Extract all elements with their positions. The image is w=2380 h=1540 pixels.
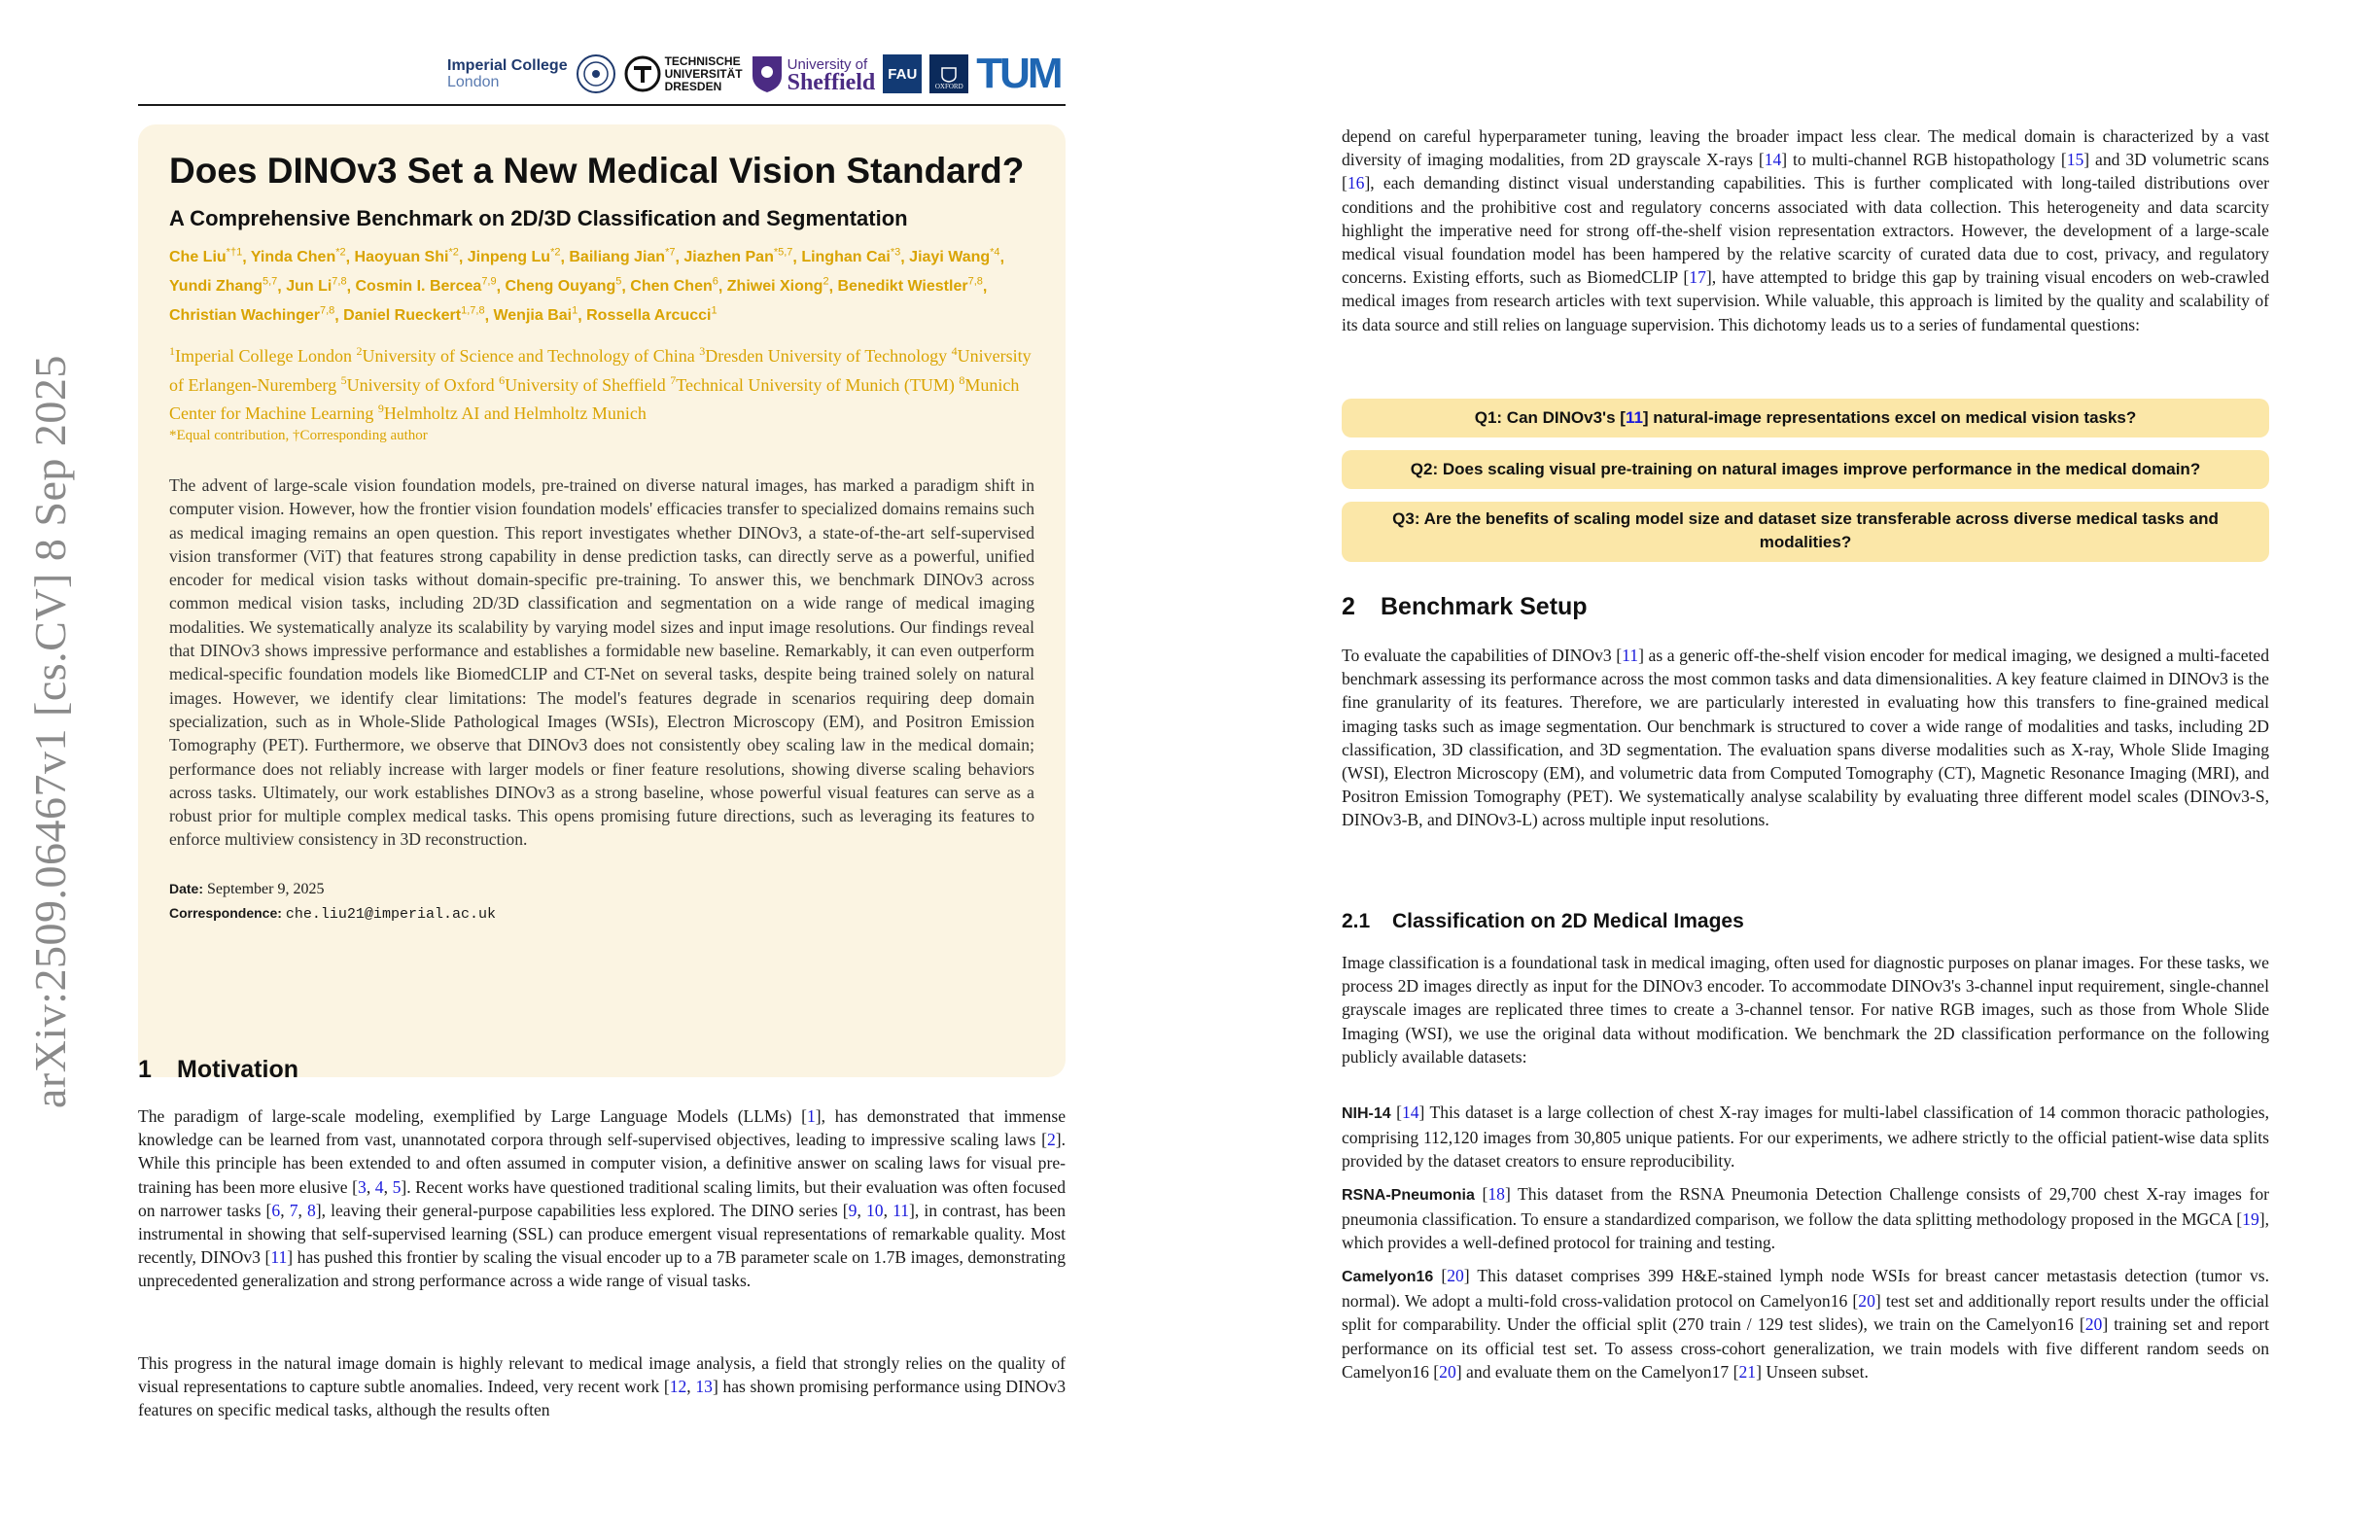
equal-contribution-note: *Equal contribution, †Corresponding author (169, 427, 428, 443)
citation-link[interactable]: 8 (307, 1200, 316, 1220)
question-3-box (1342, 502, 2269, 562)
section-1-title: Motivation (177, 1056, 298, 1083)
question-3-text: Q3: Are the benefits of scaling model size and dataset size transferable across diverse medical tasks and modalities? (1392, 509, 2219, 551)
citation-link[interactable]: 20 (1447, 1266, 1464, 1285)
question-1-box (1342, 399, 2269, 438)
author-affiliation-marks: 7,8 (967, 275, 983, 288)
affiliation-name: Helmholtz AI and Helmholtz Munich (383, 403, 647, 424)
author-affiliation-marks: *3 (890, 247, 901, 259)
question-2-text: Q2: Does scaling visual pre-training on natural images improve performance in the medical domain? (1410, 460, 2201, 478)
text-run: , (686, 1377, 696, 1397)
author-affiliation-marks: 6 (712, 275, 718, 288)
author-affiliation-marks: 1 (711, 304, 718, 317)
author-name: Bailiang Jian (569, 249, 666, 266)
text-run: ] to multi-channel RGB histopathology [ (1781, 150, 2067, 170)
author-affiliation-marks: 1 (572, 304, 578, 317)
citation-link[interactable]: 17 (1689, 267, 1706, 288)
text-run: , (883, 1200, 893, 1220)
citation-link[interactable]: 15 (2066, 150, 2084, 170)
sheffield-line2: Sheffield (787, 70, 876, 95)
citation-link[interactable]: 16 (1347, 173, 1365, 193)
subsection-2-1-heading (1342, 910, 1744, 933)
affiliation-name: University of Erlangen-Nuremberg (169, 346, 1032, 395)
text-run: ]. Recent works have questioned traditional scaling limits, but their evaluation was often focused on narrower tasks [ (138, 1176, 1067, 1220)
citation-link[interactable]: 20 (1858, 1291, 1875, 1312)
author-name: Zhiwei Xiong (726, 278, 823, 296)
affiliation-number: 1 (169, 344, 175, 359)
author-name: Haoyuan Shi (354, 249, 449, 266)
affiliation (340, 372, 495, 395)
dataset-nih14-paragraph (1342, 1101, 2269, 1173)
author (726, 275, 829, 296)
imperial-logo (447, 57, 568, 90)
author-affiliation-marks: 7,8 (332, 275, 347, 288)
author (251, 249, 346, 265)
affiliation-name: University of Science and Technology of China (362, 346, 695, 367)
arxiv-side-stamp: arXiv:2509.06467v1 [cs.CV] 8 Sep 2025 (25, 355, 75, 1108)
text-run: ] Unseen subset. (1756, 1361, 1869, 1382)
author (586, 304, 718, 324)
oxford-crest-icon (941, 67, 957, 83)
subsection-2-1-title: Classification on 2D Medical Images (1392, 910, 1744, 932)
section-1-heading (138, 1056, 298, 1084)
fau-logo-text: FAU (888, 65, 918, 83)
citation-link[interactable]: 11 (1625, 408, 1643, 427)
sheffield-logo (751, 54, 876, 93)
author-affiliation-marks: *†1 (226, 247, 243, 259)
affiliation-name: Munich Center for Machine Learning (169, 374, 1020, 424)
text-run: ] training set and report performance on its official test set. To assess cross-cohort generalization, we train models with five different random seeds on Camelyon16 [ (1342, 1314, 2269, 1382)
citation-link[interactable]: 9 (848, 1200, 858, 1220)
author (169, 249, 242, 265)
affiliation-number: 7 (670, 372, 677, 387)
tud-line1: TECHNISCHE (664, 53, 741, 68)
affiliation-name: University of Oxford (346, 374, 495, 395)
left-column (138, 124, 1067, 1420)
correspondence-label: Correspondence: (169, 904, 282, 921)
text-run: ] test set and additionally report results under the official split for comparability. Under the official split (270 train / 129 test slides), we train on the Camelyon16 [ (1342, 1291, 2270, 1335)
affiliation-number: 9 (377, 402, 384, 416)
author-affiliation-marks: *2 (448, 247, 459, 259)
text-run: ], have attempted to bridge this gap by training visual encoders on web-crawled medical images from research articles with text supervision. While valuable, this approach is limited by the quality and scalability of its data source and still relies on language supervision. This dichotomy leads us to a series of fundamental questions: (1342, 267, 2269, 334)
tud-line3: DRESDEN (664, 79, 722, 93)
citation-link[interactable]: 21 (1738, 1361, 1757, 1382)
author-affiliation-marks: *5,7 (773, 247, 793, 259)
citation-link[interactable]: 2 (1046, 1130, 1056, 1150)
dataset-camelyon16-text (1342, 1266, 2269, 1382)
author (468, 249, 561, 265)
author-name: Jiayi Wang (909, 249, 991, 266)
text-run: [ (1474, 1184, 1488, 1204)
date-label: Date: (169, 880, 204, 896)
author-name: Chen Chen (630, 278, 713, 296)
citation-link[interactable]: 11 (1622, 646, 1639, 665)
question-2-box (1342, 450, 2269, 489)
citation-link[interactable]: 5 (392, 1176, 402, 1197)
text-run: ] This dataset comprises 399 H&E-stained lymph node WSIs for breast cancer metastasis detection (tumor vs. normal). We adopt a multi-fold cross-validation protocol on Camelyon16 [ (1342, 1266, 2269, 1312)
author-name: Jiazhen Pan (683, 249, 774, 266)
author (683, 249, 792, 265)
dataset-rsna-name: RSNA-Pneumonia (1342, 1187, 1475, 1204)
citation-link[interactable]: 18 (1488, 1184, 1505, 1204)
author-affiliation-marks: 5 (615, 275, 622, 288)
author (837, 275, 983, 296)
motivation-paragraph-1 (138, 1104, 1066, 1293)
subsection-2-1-number: 2.1 (1342, 910, 1371, 932)
author (355, 249, 459, 265)
affiliation (378, 403, 647, 423)
author-affiliation-marks: 1,7,8 (461, 304, 485, 317)
author (801, 249, 900, 265)
tud-line2: UNIVERSITÄT (664, 66, 743, 81)
author-name: Linghan Cai (801, 249, 891, 266)
citation-link[interactable]: 20 (1439, 1361, 1456, 1382)
text-run: ] This dataset is a large collection of chest X-ray images for multi-label classification of 14 common thoracic pathologies, comprising 112,120 images from 30,805 unique patients. For our experiments, we adhere strictly to the official patient-wise data splits provided by the dataset creators to ensure reproducibility. (1342, 1102, 2269, 1172)
author-name: Jinpeng Lu (467, 249, 551, 266)
author-name: Cheng Ouyang (505, 278, 616, 296)
author (343, 304, 485, 324)
affiliation-name: Dresden University of Technology (705, 346, 948, 367)
date-line (169, 877, 1034, 901)
author (169, 275, 278, 296)
section-1-number: 1 (138, 1056, 152, 1083)
affiliation-name: Technical University of Munich (TUM) (676, 374, 955, 395)
section-2-number: 2 (1342, 593, 1355, 620)
author (505, 275, 622, 296)
text-run: ] and 3D volumetric scans [ (1342, 150, 2269, 193)
text-run: , (383, 1176, 393, 1197)
affiliation (169, 346, 352, 366)
question-1-text-pre: Q1: Can DINOv3's [ (1474, 408, 1626, 427)
citation-link[interactable]: 4 (374, 1176, 384, 1197)
citation-link[interactable]: 13 (695, 1377, 713, 1397)
author (630, 275, 718, 296)
author (909, 249, 999, 265)
author (355, 275, 497, 296)
author (169, 304, 335, 324)
author-name: Yundi Zhang (169, 278, 262, 296)
ustc-seal-icon (576, 53, 616, 94)
text-run: ] has pushed this frontier by scaling the visual encoder up to a 7B parameter scale on 1.7B images, demonstrating unprecedented generalization and strong performance across a wide range of visual tasks. (138, 1247, 1067, 1291)
affiliation-number: 4 (951, 344, 958, 359)
text-run: ], leaving their general-purpose capabilities less explored. The DINO series [ (315, 1200, 849, 1220)
text-run: , (366, 1176, 375, 1197)
citation-link[interactable]: 14 (1764, 150, 1782, 170)
tu-dresden-emblem-icon (624, 55, 661, 92)
author-name: Wenjia Bai (493, 306, 573, 324)
imperial-logo-line2: London (447, 74, 500, 90)
benchmark-paragraph (1342, 644, 2269, 832)
motivation-paragraph-3 (1342, 124, 2269, 336)
affiliation-name: Imperial College London (175, 346, 352, 367)
affiliation-list (169, 339, 1034, 426)
citation-link[interactable]: 10 (865, 1200, 884, 1220)
text-run: This progress in the natural image domain is highly relevant to medical image analysis, a field that strongly relies on the quality of visual representations to capture subtle anomalies. Indeed, very recent work [ (138, 1353, 1066, 1397)
text-run: ], in contrast, has been instrumental in showing that self-supervised learning (SSL) can produce emergent visual representations of remarkable quality. Most recently, DINOv3 [ (138, 1200, 1067, 1268)
text-run: To evaluate the capabilities of DINOv3 [ (1342, 646, 1623, 665)
author-name: Cosmin I. Bercea (355, 278, 482, 296)
text-run: ], which provides a well-defined protocol for training and testing. (1342, 1209, 2269, 1253)
author-name: Jun Li (286, 278, 332, 296)
author-name: Benedikt Wiestler (837, 278, 968, 296)
author (286, 275, 347, 296)
author-affiliation-marks: *7 (665, 247, 676, 259)
text-run: [ (1433, 1266, 1448, 1285)
affiliation-number: 8 (959, 372, 965, 387)
author (493, 304, 578, 324)
fau-logo (883, 54, 922, 93)
author-name: Christian Wachinger (169, 306, 320, 324)
text-run: ] This dataset from the RSNA Pneumonia Detection Challenge consists of 29,700 chest X-ray images for pneumonia classification. To ensure a standardized comparison, we follow the data splitting methodology proposed in the MGCA [ (1342, 1184, 2269, 1230)
dataset-nih14-name: NIH-14 (1342, 1105, 1391, 1122)
dataset-rsna-text (1342, 1184, 2269, 1252)
imperial-logo-line1: Imperial College (447, 57, 568, 74)
sheffield-crest-icon (751, 54, 784, 93)
text-run: depend on careful hyperparameter tuning, leaving the broader impact less clear. The medical domain is characterized by a vast diversity of imaging modalities, from 2D grayscale X-rays [ (1342, 126, 2269, 170)
abstract-text: The advent of large-scale vision foundation models, pre-trained on diverse natural images, has marked a paradigm shift in computer vision. However, how the frontier vision foundation models' efficacies transfer to specialized domains remains such as medical imaging remains an open question. This report investigates whether DINOv3, a state-of-the-art self-supervised vision transformer (ViT) that features strong capability in dense prediction tasks, can directly serve as a powerful, unified encoder for medical vision tasks without domain-specific pre-training. To answer this, we benchmark DINOv3 across common medical vision tasks, including 2D/3D classification and segmentation on a wide range of medical imaging modalities. We systematically analyze its scalability by varying model sizes and input image resolutions. Our findings reveal that DINOv3 shows impressive performance and establishes a formidable new baseline. Remarkably, it can even outperform medical-specific foundation models like BiomedCLIP and CT-Net on several tasks, despite being trained solely on natural images. However, we identify clear limitations: The model's features degrade in scenarios requiring deep domain specialization, such as in Whole-Slide Pathological Images (WSIs), Electron Microscopy (EM), and Positron Emission Tomography (PET). Furthermore, we observe that DINOv3 does not consistently obey scaling law in the medical domain; performance does not reliably increase with larger models or finer feature resolutions, showing diverse scaling behaviors across tasks. Ultimately, our work establishes DINOv3 as a strong baseline, whose powerful visual features can serve as a robust prior for multiple complex medical tasks. This opens promising future directions, such as leveraging its features to enforce multiview consistency in 3D reconstruction. (169, 474, 1034, 850)
oxford-logo-text: OXFORD (934, 83, 963, 90)
text-run: ]. While this principle has been extended to and often assumed in computer vision, a definitive answer on scaling laws for visual pre-training has been more elusive [ (138, 1130, 1066, 1197)
author-name: Daniel Rueckert (343, 306, 462, 324)
institution-logos (447, 51, 1062, 97)
classification-paragraph: Image classification is a foundational task in medical imaging, often used for diagnostic purposes on planar images. For these tasks, we process 2D images directly as input for the DINOv3 encoder. To accommodate DINOv3's 3-channel input requirement, single-channel grayscale images are replicated three times to create a 3-channel tensor. For native RGB images, such as those from Whole Slide Imaging (WSI), we use the original data without modification. We benchmark the 2D classification performance on the following publicly available datasets: (1342, 953, 2269, 1067)
author-name: Yinda Chen (250, 249, 336, 266)
text-run: ], has demonstrated that immense knowledge can be learned from vast, unannotated corpora through self-supervised objectives, leading to impressive scaling laws [ (138, 1106, 1067, 1150)
text-run: ] as a generic off-the-shelf vision encoder for medical imaging, we designed a multi-faceted benchmark assessing its performance across the most common tasks and data dimensionalities. A key feature claimed in DINOv3 is the fine granularity of its features. Therefore, we are particularly interested in evaluating how this transfers to fine-grained medical imaging tasks such as image segmentation. Our benchmark is structured to cover a wide range of modalities and tasks, including 2D classification, 3D classification, and 3D segmentation. The evaluation spans diverse modalities such as X-ray, Whole Slide Imaging (WSI), Electron Microscopy (EM), and volumetric data from Computed Tomography (CT), Magnetic Resonance Imaging (MRI), and Positron Emission Tomography (PET). We systematically analyse scalability by evaluating three different model scales (DINOv3-S, DINOv3-B, and DINOv3-L) across multiple input resolutions. (1342, 646, 2269, 830)
citation-link[interactable]: 12 (669, 1377, 687, 1397)
affiliation (699, 346, 947, 366)
citation-link[interactable]: 1 (806, 1106, 816, 1126)
citation-link[interactable]: 11 (270, 1247, 288, 1268)
correspondence-email[interactable]: che.liu21@imperial.ac.uk (285, 905, 496, 923)
text-run: The paradigm of large-scale modeling, exemplified by Large Language Models (LLMs) [ (138, 1106, 807, 1126)
citation-link[interactable]: 3 (358, 1176, 367, 1197)
author (569, 249, 675, 265)
tu-dresden-logo (624, 55, 743, 93)
author-affiliation-marks: *2 (550, 247, 561, 259)
section-2-heading (1342, 593, 1588, 621)
paper-title: Does DINOv3 Set a New Medical Vision Standard? (169, 151, 1025, 191)
affiliation (356, 346, 694, 366)
author-affiliation-marks: 7,9 (481, 275, 497, 288)
author-affiliation-marks: *2 (335, 247, 346, 259)
citation-link[interactable]: 14 (1401, 1102, 1419, 1122)
dataset-camelyon16-name: Camelyon16 (1342, 1269, 1434, 1285)
correspondence-line (169, 901, 1034, 927)
author-name: Rossella Arcucci (586, 306, 712, 324)
dataset-rsna-paragraph (1342, 1182, 2269, 1255)
sheffield-line1: University of (787, 56, 868, 73)
text-run: , (298, 1200, 307, 1220)
text-run: ] and evaluate them on the Camelyon17 [ (1455, 1361, 1739, 1382)
citation-link[interactable]: 7 (289, 1200, 298, 1220)
question-1-text-post: ] natural-image representations excel on medical vision tasks? (1642, 408, 2137, 427)
affiliation-number: 2 (356, 344, 363, 359)
text-run: , (857, 1200, 866, 1220)
motivation-paragraph-2 (138, 1351, 1066, 1422)
date-value: September 9, 2025 (207, 880, 325, 897)
tum-logo-text: TUM (976, 50, 1061, 97)
author-list: Che Liu$^{*\dagger 1}$, Yinda Chen$^{*2}$, Haoyuan Shi$^{*2}$, Jinpeng Lu$^{*2}$, Bailiang Jian$^{*7}$, Jiazhen Pan$^{*5,7}$, Linghan Cai$^{*3}$, Jiayi Wang$^{*4}$, Yundi Zhang$^{5,7}$, Jun Li$^{7,8}$, Cosmin I. Bercea$^{7,9}$, Cheng Ouyang$^5$, Chen Chen$^6$, Zhiwei Xiong$^2$, Benedikt Wiestler$^{7,8}$, Christian Wachinger$^{7,8}$, Daniel Rueckert$^{1,7,8}$, Wenjia Bai$^1$, Rossella Arcucci$^1$ (169, 247, 1005, 324)
dataset-camelyon16-paragraph (1342, 1264, 2269, 1383)
citation-link[interactable]: 11 (892, 1200, 910, 1220)
oxford-logo (929, 54, 968, 93)
author-affiliation-marks: 7,8 (319, 304, 335, 317)
author-affiliation-marks: 2 (822, 275, 829, 288)
affiliation (670, 372, 955, 395)
text-run: , (280, 1200, 290, 1220)
affiliation-name: University of Sheffield (505, 374, 666, 395)
author-affiliation-marks: *4 (990, 247, 1000, 259)
affiliation-number: 6 (499, 372, 506, 387)
author-name: Che Liu (169, 249, 227, 266)
citation-link[interactable]: 20 (2084, 1314, 2103, 1335)
affiliation-number: 5 (340, 372, 347, 387)
section-2-title: Benchmark Setup (1381, 593, 1588, 620)
text-run: ], each demanding distinct visual understanding capabilities. This is further complicated with long-tailed distributions over conditions and the prohibitive cost and regulatory concerns associated with data collection. This heterogeneity and data scarcity highlight the imperative need for strong off-the-shelf vision representation extractors. However, the development of a large-scale medical visual foundation model has been hampered by the relative scarcity of curated data due to cost, privacy, and regulatory concerns. Existing efforts, such as BiomedCLIP [ (1342, 173, 2269, 288)
title-abstract-box (138, 124, 1066, 1077)
text-run: [ (1390, 1102, 1402, 1122)
citation-link[interactable]: 6 (271, 1200, 281, 1220)
affiliation-number: 3 (699, 344, 706, 359)
dataset-nih14-text (1342, 1102, 2269, 1171)
citation-link[interactable]: 19 (2242, 1209, 2259, 1230)
paper-subtitle: A Comprehensive Benchmark on 2D/3D Classification and Segmentation (169, 206, 908, 230)
header-rule (138, 104, 1066, 106)
affiliation (499, 372, 666, 395)
tum-logo (976, 52, 1060, 95)
author-affiliation-marks: 5,7 (262, 275, 278, 288)
text-run: ] has shown promising performance using DINOv3 features on specific medical tasks, although the results often (138, 1377, 1066, 1420)
